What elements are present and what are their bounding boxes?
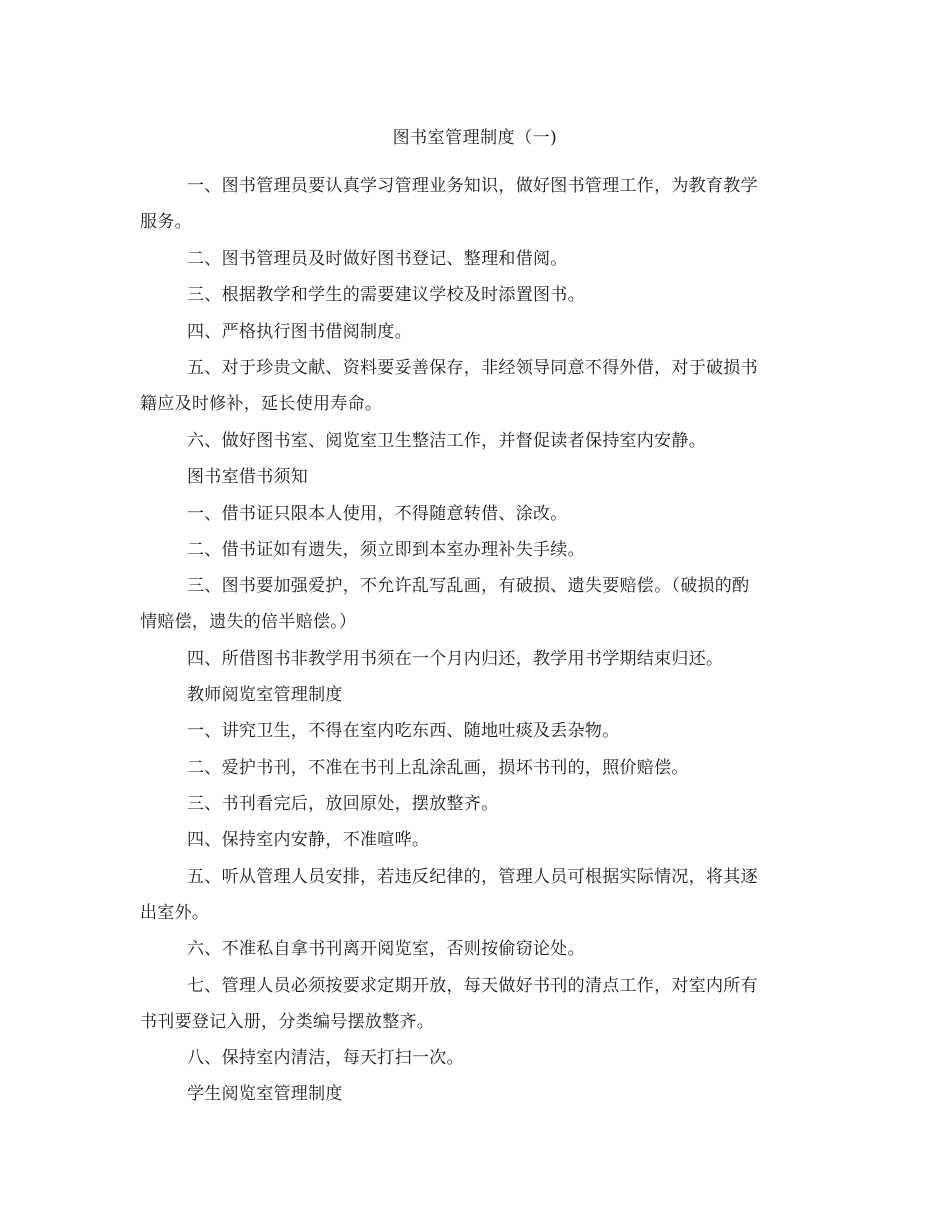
document-title: 图书室管理制度（一): [392, 128, 558, 148]
paragraph-line: 六、不准私自拿书刊离开阅览室，否则按偷窃论处。: [187, 939, 585, 959]
paragraph-line: 一、借书证只限本人使用，不得随意转借、涂改。: [187, 504, 568, 524]
section-heading: 图书室借书须知: [187, 467, 309, 487]
paragraph-line: 三、图书要加强爱护，不允许乱写乱画，有破损、遗失要赔偿。（破损的酌: [187, 576, 750, 596]
section-heading: 学生阅览室管理制度: [187, 1084, 343, 1104]
paragraph-line: 五、对于珍贵文献、资料要妥善保存，非经领导同意不得外借，对于破损书: [187, 358, 758, 378]
paragraph-line: 八、保持室内清洁，每天打扫一次。: [187, 1048, 464, 1068]
paragraph-line: 二、爱护书刊，不准在书刊上乱涂乱画，损坏书刊的，照价赔偿。: [187, 758, 689, 778]
paragraph-line: 一、图书管理员要认真学习管理业务知识，做好图书管理工作，为教育教学: [187, 176, 758, 196]
paragraph-line: 三、根据教学和学生的需要建议学校及时添置图书。: [187, 285, 585, 305]
paragraph-line: 四、保持室内安静，不准喧哗。: [187, 830, 430, 850]
paragraph-line: 籍应及时修补，延长使用寿命。: [140, 394, 383, 414]
section-heading: 教师阅览室管理制度: [187, 685, 343, 705]
paragraph-line: 二、借书证如有遗失，须立即到本室办理补失手续。: [187, 540, 585, 560]
paragraph-line: 三、书刊看完后，放回原处，摆放整齐。: [187, 794, 499, 814]
paragraph-line: 情赔偿，遗失的倍半赔偿。）: [140, 612, 357, 632]
paragraph-line: 五、听从管理人员安排，若违反纪律的，管理人员可根据实际情况，将其逐: [187, 867, 758, 887]
paragraph-line: 出室外。: [140, 903, 210, 923]
paragraph-line: 四、所借图书非教学用书须在一个月内归还，教学用书学期结束归还。: [187, 649, 724, 669]
paragraph-line: 四、严格执行图书借阅制度。: [187, 322, 412, 342]
paragraph-line: 一、讲究卫生，不得在室内吃东西、随地吐痰及丢杂物。: [187, 721, 620, 741]
paragraph-line: 七、管理人员必须按要求定期开放，每天做好书刊的清点工作，对室内所有: [187, 976, 758, 996]
paragraph-line: 书刊要登记入册，分类编号摆放整齐。: [140, 1012, 435, 1032]
paragraph-line: 服务。: [140, 212, 192, 232]
paragraph-line: 六、做好图书室、阅览室卫生整洁工作，并督促读者保持室内安静。: [187, 431, 706, 451]
paragraph-line: 二、图书管理员及时做好图书登记、整理和借阅。: [187, 249, 568, 269]
